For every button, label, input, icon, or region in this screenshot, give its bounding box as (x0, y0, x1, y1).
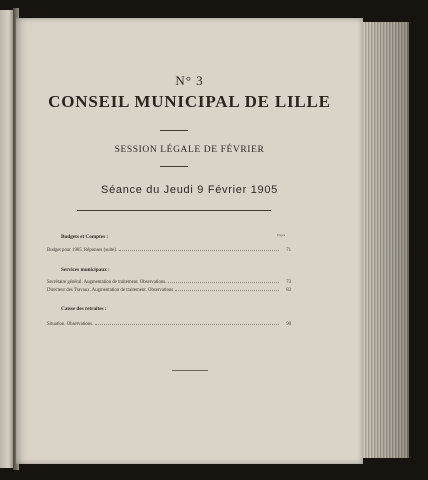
toc-section-heading: Budgets et Comptes : (61, 234, 109, 240)
page-stack-edge (361, 22, 409, 458)
seance-divider (77, 210, 271, 211)
seance-heading: Séance du Jeudi 9 Février 1905 (101, 184, 278, 196)
toc-section-heading: Services municipaux : (61, 267, 110, 273)
pages-column-heading: Pages (276, 233, 286, 237)
footer-rule (172, 370, 208, 371)
toc-entry-page: 73 (286, 280, 291, 285)
session-heading: SESSION LÉGALE DE FÉVRIER (114, 145, 265, 155)
toc-entry (47, 278, 291, 285)
leader-dots (175, 286, 279, 291)
document-page (16, 18, 363, 464)
facing-page-edge (0, 10, 14, 468)
toc-entry (47, 286, 291, 293)
toc-entry-page: 90 (286, 322, 291, 327)
toc-entry-page: 71 (286, 248, 291, 253)
toc-entry (47, 320, 291, 327)
leader-dots (119, 246, 279, 251)
leader-dots (168, 278, 279, 283)
toc-entry-text: Secrétaire général. Augmentation de traitement. Observations. (47, 280, 167, 285)
toc-entry-text: Directeur des Travaux. Augmentation de traitement. Observations (47, 288, 174, 293)
title-divider (160, 130, 188, 131)
leader-dots (95, 320, 279, 325)
toc-entry-page: 83 (286, 288, 291, 293)
toc-entry-text: Situation. Observations. (47, 322, 94, 327)
toc-entry (47, 246, 291, 253)
toc-section-heading: Caisse des retraites : (61, 306, 107, 312)
session-divider (160, 166, 188, 167)
toc-entry-text: Budget pour 1905. Réponses (suite). (47, 248, 118, 253)
issue-number: N° 3 (175, 73, 204, 88)
document-title: CONSEIL MUNICIPAL DE LILLE (48, 92, 331, 111)
